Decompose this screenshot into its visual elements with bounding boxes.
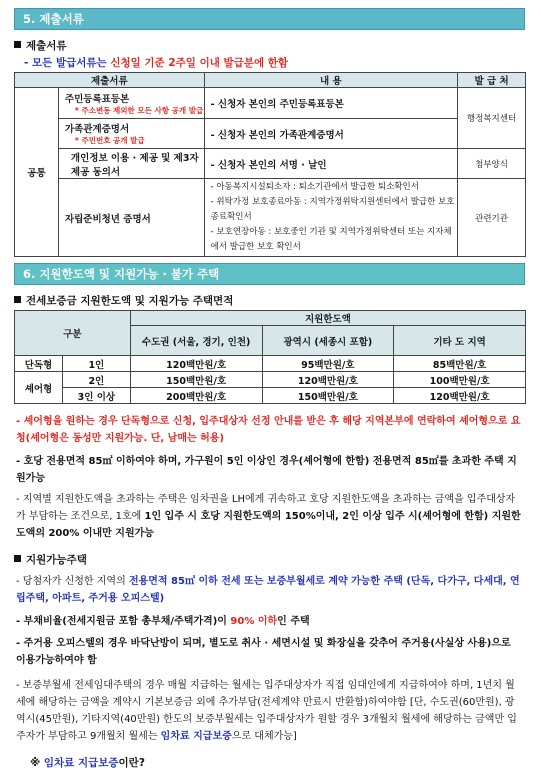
value-cell: 95백만원/호: [262, 356, 394, 372]
documents-table: [14, 72, 526, 257]
value-cell: 150백만원/호: [262, 388, 394, 404]
col-other: 기타 도 지역: [394, 326, 526, 356]
doc-family-relation: 가족관계증명서 * 주민번호 공개 발급: [58, 119, 204, 149]
section6-subhead: 전세보증금 지원한도액 및 지원가능 주택면적: [14, 293, 233, 308]
rent-guarantee-question: ※ 임차료 지급보증이란?: [30, 757, 145, 769]
section5-subhead: 제출서류: [14, 38, 67, 53]
value-cell: 85백만원/호: [394, 356, 526, 372]
persons-3plus: 3인 이상: [62, 388, 130, 404]
doc-privacy-consent: 개인정보 이용 · 제공 및 제3자 제공 동의서: [58, 149, 204, 179]
eligible-item-area: - 당첨자가 신청한 지역의 전용면적 85㎡ 이하 전세 또는 보증부월세로 계약 가능한 주택 (단독, 다가구, 다세대, 연립주택, 아파트, 주거용 오피스텔): [16, 576, 520, 604]
area-limit-note: - 호당 전용면적 85㎡ 이하여야 하며, 가구원이 5인 이상인 경우(셰어형에 한함) 전용면적 85㎡를 초과한 주택 지원가능: [16, 456, 517, 484]
col-top-limit: 지원한도액: [130, 311, 525, 326]
issue-date-note: - 모든 발급서류는 신청일 기준 2주일 이내 발급분에 한함: [24, 57, 289, 69]
issuer-admin-center: 행정복지센터: [458, 88, 526, 149]
content-privacy-consent: - 신청자 본인의 서명 · 날인: [204, 149, 457, 179]
value-cell: 120백만원/호: [262, 372, 394, 388]
value-cell: 100백만원/호: [394, 372, 526, 388]
section6-header: 6. 지원한도액 및 지원가능 · 불가 주택: [14, 263, 525, 285]
value-cell: 150백만원/호: [130, 372, 262, 388]
persons-2: 2인: [62, 372, 130, 388]
over-limit-note: - 지역별 지원한도액을 초과하는 주택은 임차권을 LH에게 귀속하고 호당 지원한도액을 초과하는 금액을 입주대상자가 부담하는 조건으로, 1호에 1인 입주 시 호당 지원한도액의 150%이내, 2인 이상 입주 시(셰어형에 한함) 지원한도액의 200% 이내만 지원가능: [16, 494, 521, 539]
eligible-item-debt: - 부채비율(전세지원금 포함 총부채/주택가격)이 90% 이하인 주택: [16, 616, 310, 627]
type-single: 단독형: [15, 356, 63, 372]
doc-independence-cert: 자립준비청년 증명서: [58, 179, 204, 257]
content-independence-cert: - 아동복지시설퇴소자 : 퇴소기관에서 발급한 퇴소확인서 - 위탁가정 보호종료아동 : 지역가정위탁지원센터에서 발급한 보호종료확인서 - 보호연장아동 : 보호중인 기관 및 지역가정위탁센터 또는 지자체에서 발급한 보호 확인서: [204, 179, 457, 257]
type-share: 셰어형: [15, 372, 63, 404]
issuer-attached-form: 첨부양식: [458, 149, 526, 179]
group-common: 공통: [15, 88, 59, 257]
value-cell: 120백만원/호: [130, 356, 262, 372]
content-family-relation: - 신청자 본인의 가족관계증명서: [204, 119, 457, 149]
col-metro: 광역시 (세종시 포함): [262, 326, 394, 356]
col-header-content: 내 용: [204, 73, 457, 88]
col-capital: 수도권 (서울, 경기, 인천): [130, 326, 262, 356]
square-bullet-icon: [14, 41, 21, 48]
section5-header: 5. 제출서류: [14, 8, 525, 30]
persons-1: 1인: [62, 356, 130, 372]
content-resident-reg: - 신청자 본인의 주민등록표등본: [204, 88, 457, 119]
square-bullet-icon: [14, 296, 21, 303]
doc-resident-reg: 주민등록표등본 * 주소변동 제외한 모든 사항 공개 발급: [58, 88, 204, 119]
eligible-item-officetel: - 주거용 오피스텔의 경우 바닥난방이 되며, 별도로 취사 · 세면시설 및 화장실을 갖추어 주거용(사실상 사용)으로 이용가능하여야 함: [16, 638, 511, 666]
col-header-doc: 제출서류: [15, 73, 205, 88]
col-group-label: 구분: [15, 311, 131, 356]
value-cell: 200백만원/호: [130, 388, 262, 404]
share-type-note: - 셰어형을 원하는 경우 단독형으로 신청, 입주대상자 선정 안내를 받은 후 해당 지역본부에 연락하여 셰어형으로 요청(셰어형은 동성만 지원가능. 단, 남매는 허용): [16, 416, 521, 444]
support-limit-table: [14, 310, 526, 404]
eligible-housing-subhead: 지원가능주택: [14, 552, 87, 567]
value-cell: 120백만원/호: [394, 388, 526, 404]
col-header-issuer: 발 급 처: [458, 73, 526, 88]
issuer-related-agency: 관련기관: [458, 179, 526, 257]
square-bullet-icon: [14, 555, 21, 562]
eligible-item-monthly-rent: - 보증부월세 전세임대주택의 경우 매월 지급하는 월세는 입주대상자가 직접 임대인에게 지급하여야 하며, 1년치 월세에 해당하는 금액을 계약시 기본보증금 외에 추가부담(전세계약 만료시 반환함)하여야함 [단, 수도권(60만원), 광역시(45만원), 기타지역(40만원) 한도의 보증부월세는 입주대상자가 원할 경우 3개월치 월세에 해당하는 금액만 입주자가 부담하고 9개월치 월세는 임차료 지급보증으로 대체가능]: [16, 680, 517, 742]
